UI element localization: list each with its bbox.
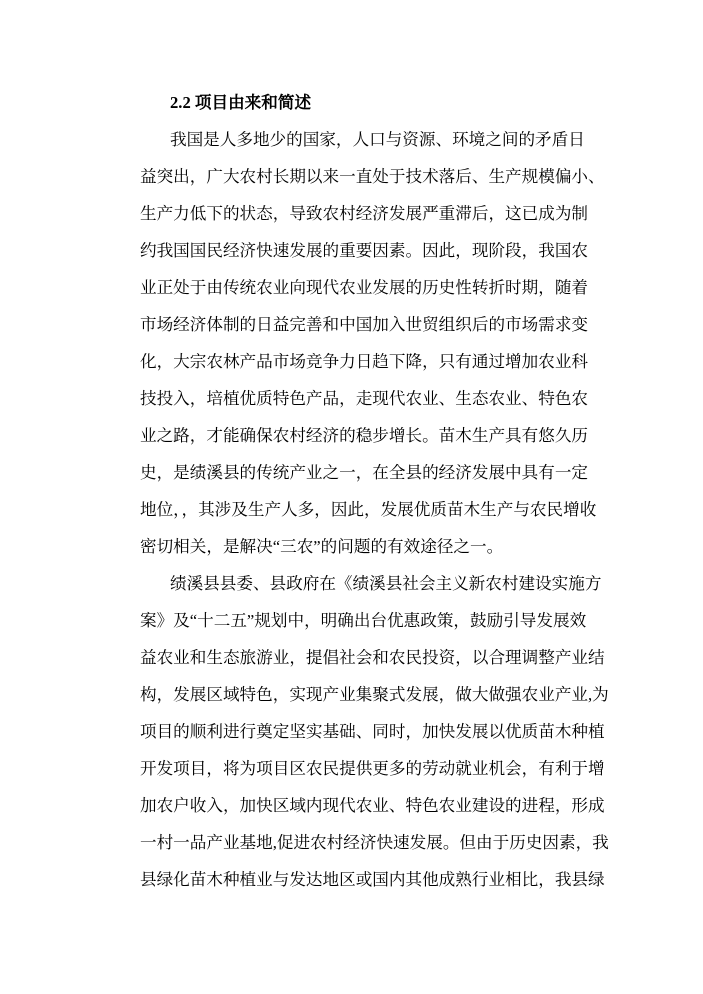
text-line: 化，大宗农林产品市场竞争力日趋下降，只有通过增加农业科 — [140, 352, 589, 371]
text-line: 开发项目，将为项目区农民提供更多的劳动就业机会，有利于增 — [140, 759, 605, 778]
text-line: 地位，，其涉及生产人多，因此，发展优质苗木生产与农民增收 — [140, 500, 597, 519]
text-line: 县绿化苗木种植业与发达地区或国内其他成熟行业相比，我县绿 — [140, 870, 605, 889]
text-line: 史，是绩溪县的传统产业之一，在全县的经济发展中具有一定 — [140, 463, 589, 482]
text-line: 技投入，培植优质特色产品，走现代农业、生态农业、特色农 — [140, 389, 589, 408]
text-line: 构，发展区域特色，实现产业集聚式发展，做大做强农业产业,为 — [140, 685, 609, 704]
section-number: 2.2 — [170, 93, 191, 112]
section-heading — [140, 84, 620, 121]
text-line: 加农户收入，加快区域内现代农业、特色农业建设的进程，形成 — [140, 796, 605, 815]
text-line: 一村一品产业基地,促进农村经济快速发展。但由于历史因素，我 — [140, 833, 609, 852]
text-line: 案》及“十二五”规划中，明确出台优惠政策，鼓励引导发展效 — [140, 611, 587, 630]
paragraph-1 — [140, 121, 620, 565]
text-line: 我国是人多地少的国家，人口与资源、环境之间的矛盾日 — [170, 130, 585, 149]
text-line: 益农业和生态旅游业，提倡社会和农民投资，以合理调整产业结 — [140, 648, 605, 667]
text-line: 绩溪县县委、县政府在《绩溪县社会主义新农村建设实施方 — [170, 574, 602, 593]
text-line: 项目的顺利进行奠定坚实基础、同时，加快发展以优质苗木种植 — [140, 722, 605, 741]
text-line: 市场经济体制的日益完善和中国加入世贸组织后的市场需求变 — [140, 315, 589, 334]
paragraph-2 — [140, 565, 620, 898]
text-line: 益突出，广大农村长期以来一直处于技术落后、生产规模偏小、 — [140, 167, 605, 186]
text-line: 业正处于由传统农业向现代农业发展的历史性转折时期，随着 — [140, 278, 589, 297]
document-body — [140, 84, 620, 898]
text-line: 业之路，才能确保农村经济的稳步增长。苗木生产具有悠久历 — [140, 426, 589, 445]
section-title: 项目由来和简述 — [194, 93, 312, 112]
text-line: 密切相关，是解决“三农”的问题的有效途径之一。 — [140, 537, 504, 556]
text-line: 约我国国民经济快速发展的重要因素。因此，现阶段，我国农 — [140, 241, 589, 260]
text-line: 生产力低下的状态，导致农村经济发展严重滞后，这已成为制 — [140, 204, 589, 223]
